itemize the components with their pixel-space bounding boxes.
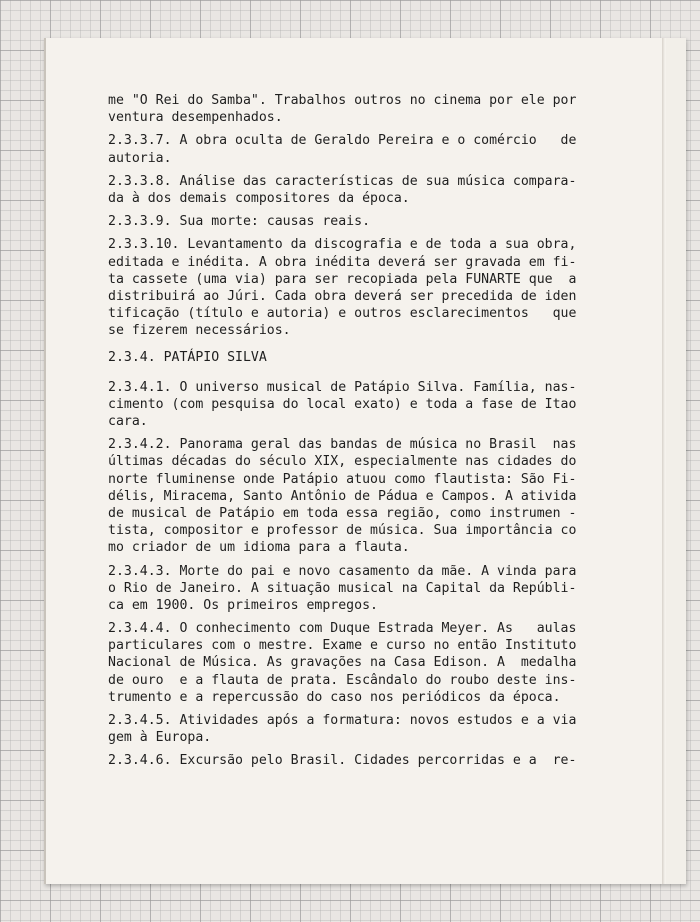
text-line: se fizerem necessários. [108,323,291,339]
text-line: 2.3.3.7. A obra oculta de Geraldo Pereira e o comércio de [108,133,577,149]
text-line: editada e inédita. A obra inédita deverá ser gravada em fi- [108,254,577,270]
paragraph [108,173,628,207]
text-line: da à dos demais compositores da época. [108,190,410,206]
text-line: cara. [108,414,148,429]
paragraph [108,92,628,126]
page-fold [662,38,665,884]
paragraph [108,379,628,431]
text-line: 2.3.4.6. Excursão pelo Brasil. Cidades percorridas e a re- [108,753,577,769]
text-line: Nacional de Música. As gravações na Casa Edison. A medalha [108,655,577,671]
paragraph [108,132,628,166]
paragraph [108,752,628,769]
paragraph [108,213,628,230]
text-line: de musical de Patápio em toda essa região, como instrumen - [108,505,577,521]
text-line: ca em 1900. Os primeiros empregos. [108,597,378,613]
text-line: norte fluminense onde Patápio atuou como flautista: São Fi- [108,471,577,487]
document-text [108,92,628,776]
text-line: me "O Rei do Samba". Trabalhos outros no cinema por ele por [108,93,577,108]
text-line: 2.3.4. PATÁPIO SILVA [108,350,267,366]
text-line: últimas décadas do século XIX, especialmente nas cidades do [108,454,577,470]
text-line: o Rio de Janeiro. A situação musical na Capital da Repúbli- [108,580,577,596]
text-line: tificação (título e autoria) e outros esclarecimentos que [108,306,577,322]
text-line: 2.3.3.10. Levantamento da discografia e de toda a sua obra, [108,237,577,253]
text-line: 2.3.4.4. O conhecimento com Duque Estrada Meyer. As aulas [108,621,577,637]
text-line: 2.3.4.1. O universo musical de Patápio Silva. Família, nas- [108,379,577,395]
text-line: 2.3.4.2. Panorama geral das bandas de música no Brasil nas [108,437,577,453]
text-line: particulares com o mestre. Exame e curso no então Instituto [108,638,577,654]
paragraph [108,436,628,556]
paragraph [108,563,628,615]
text-line: cimento (com pesquisa do local exato) e toda a fase de Itao [108,396,577,412]
next-page-edge [666,38,686,884]
paragraph [108,620,628,706]
text-line: gem à Europa. [108,730,212,746]
text-line: tista, compositor e professor de música. Sua importância co [108,523,577,539]
section-heading [108,349,628,366]
paragraph [108,236,628,339]
paragraph [108,712,628,746]
text-line: trumento e a repercussão do caso nos periódicos da época. [108,689,561,705]
text-line: délis, Miracema, Santo Antônio de Pádua e Campos. A ativida [108,488,577,504]
text-line: mo criador de um idioma para a flauta. [108,540,410,556]
text-line: autoria. [108,150,172,166]
text-line: ta cassete (uma via) para ser recopiada pela FUNARTE que a [108,271,577,287]
text-line: 2.3.3.9. Sua morte: causas reais. [108,214,371,230]
text-line: de ouro e a flauta de prata. Escândalo do roubo deste ins- [108,672,577,688]
text-line: distribuirá ao Júri. Cada obra deverá ser precedida de iden [108,288,577,304]
text-line: 2.3.3.8. Análise das características de sua música compara- [108,173,577,189]
text-line: 2.3.4.3. Morte do pai e novo casamento da mãe. A vinda para [108,563,577,579]
text-line: ventura desempenhados. [108,110,283,126]
text-line: 2.3.4.5. Atividades após a formatura: novos estudos e a via [108,713,577,728]
